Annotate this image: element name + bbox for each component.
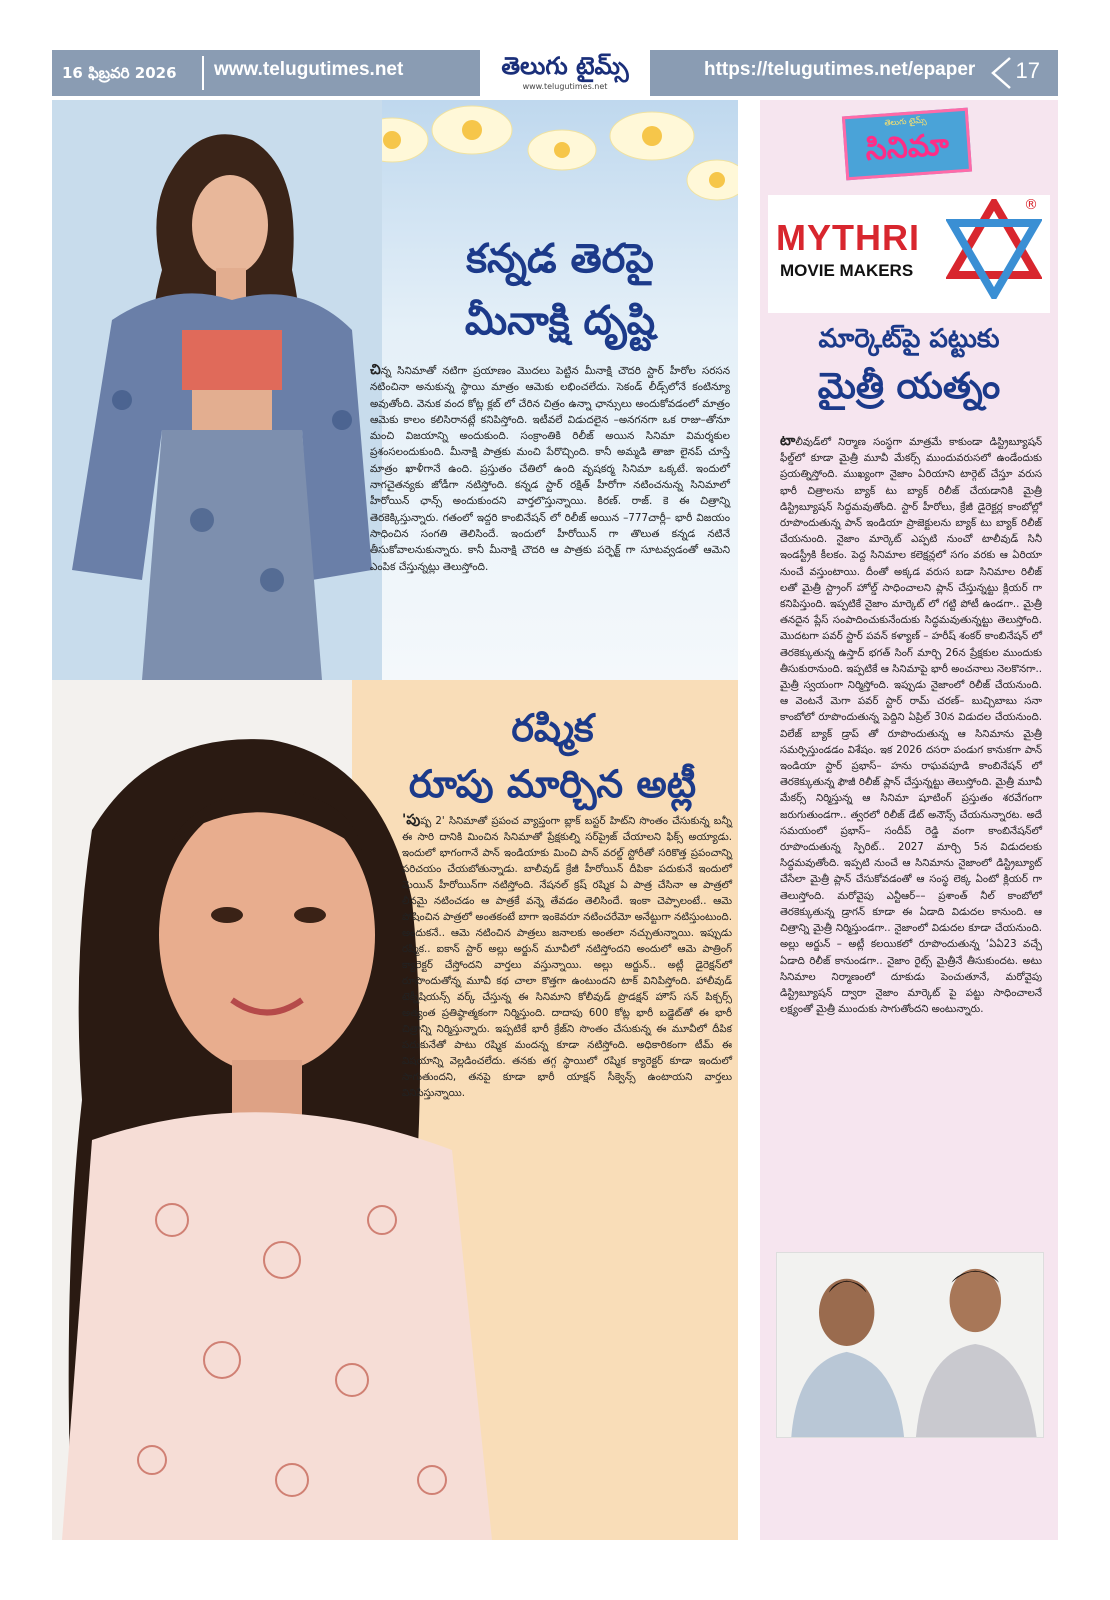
page-header [52,50,1058,96]
article-text: లీవుడ్‌లో నిర్మాణ సంస్థగా మాత్రమే కాకుండా డిస్ట్రిబ్యూషన్ ఫీల్డ్‌లో కూడా మైత్రీ మూవీ మేకర్స్ ముందువరుసలో ఉండేందుకు ప్రయత్నిస్తోంది. ముఖ్యంగా నైజాం ఏరియాని టార్గెట్ చేస్తూ వరుస భారీ చిత్రాలను బ్యాక్ టు బ్యాక్ రిలీజ్ చేయడానికి మైత్రీ డిస్ట్రిబ్యూషన్ సిద్ధమవుతోంది. స్టార్ హీరోలు, క్రేజీ డైరెక్టర్ల కాంబోల్లో రూపొందుతున్న పాన్ ఇండియా ప్రాజెక్టులను బ్యాక్ టు బ్యాక్ రిలీజ్ చేయనుంది. నైజాం మార్కెట్ ఎప్పటి నుంచో టాలీవుడ్ సినీ ఇండస్ట్రీకి కీలకం. పెద్ద సినిమాల కలెక్షన్లలో సగం వరకు ఆ ఏరియా నుంచే వస్తుంటాయి. దీంతో అక్కడ వరుస బడా సినిమాల రిలీజ్ లతో మైత్రీ స్ట్రాంగ్ హోల్డ్ సాధించాలని ప్లాన్ చేస్తున్నట్టు క్లియర్ గా కనిపిస్తుంది. ఇప్పటికే నైజాం మార్కెట్ లో గట్టి పోటీ ఉండగా.. మైత్రీ తనదైన ప్లేస్ సంపాదించుకునేందుకు సిద్ధమవుతున్నట్టు తెలుస్తోంది. మొదటగా పవర్ స్టార్ పవన్ కళ్యాణ్ – హరీష్ శంకర్ కాంబినేషన్ లో తెరకెక్కుతున్న ఉస్తాద్ భగత్ సింగ్ మార్చి 26న ప్రేక్షకుల ముందుకు తీసుకురానుంది. ఇప్పటికే ఆ సినిమాపై భారీ అంచనాలు నెలకొనగా.. మైత్రీ స్వయంగా నిర్మిస్తోంది. ఇప్పుడు నైజాంలో రిలీజ్ చేయనుంది. ఆ వెంటనే మెగా పవర్ స్టార్ రామ్ చరణ్– బుచ్చిబాబు సనా కాంబోలో రూపొందుతున్న పెద్దిని ఏప్రిల్ 30న విడుదల చేయనుంది. విలేజ్ బ్యాక్ డ్రాప్ తో రూపొందుతున్న ఆ సినిమాను మైత్రీ సమర్పిస్తుండడం విశేషం. ఇక 2026 దసరా పండుగ కానుకగా పాన్ ఇండియా స్టార్ ప్రభాస్– హను రాఘవపూడి కాంబినేషన్ లో తెరకెక్కుతున్న ఫౌజీ రిలీజ్ ప్లాన్ చేస్తున్నట్టు తెలుస్తోంది. మైత్రీ మూవీ మేకర్స్ నిర్మిస్తున్న ఆ సినిమా షూటింగ్ ప్రస్తుతం శరవేగంగా జరుగుతుండగా.. త్వరలో రిలీజ్ డేట్ అనౌన్స్ చేయనున్నారట. అదే సమయంలో ప్రభాస్– సందీప్ రెడ్డి వంగా కాంబినేషన్‌లో రూపొందుతున్న స్పిరిట్.. 2027 మార్చి 5న విడుదలకు సిద్ధమవుతోంది. ఇప్పటి నుంచే ఆ సినిమాను నైజాంలో డిస్ట్రిబ్యూట్ చేసేలా మైత్రీ ప్లాన్ చేసుకోవడంతో ఆ సంస్థ లెక్క ఏంటో క్లియర్ గా తెలుస్తోంది. మరోవైపు ఎన్టీఆర్–– ప్రశాంత్ నీల్ కాంబోలో తెరకెక్కుతున్న డ్రాగన్ కూడా ఈ ఏడాది విడుదల కానుంది. ఆ చిత్రాన్ని మైత్రీ నిర్మిస్తుండగా.. నైజాంలో విడుదల కూడా చేయనుంది. అల్లు అర్జున్ – అట్లీ కలయికలో రూపొందుతున్న ‘ఏఏ23 వచ్చే ఏడాది రిలీజ్ కానుండగా.. నైజాం రైట్స్ మైత్రీనే తీసుకుందట. అటు సినిమాల నిర్మాణంలో దూకుడు పెంచుతూనే, మరోవైపు డిస్ట్రిబ్యూషన్ ద్వారా నైజాం మార్కెట్ పై పట్టు సాధించాలనే లక్ష్యంతో మైత్రీ ముందుకు సాగుతోందని అంటున్నారు. [780,437,1042,1016]
page-number-box [988,50,1058,96]
star-logo-icon [946,199,1042,299]
mythri-logo-name: MYTHRI [776,217,920,258]
badge-title: సినిమా [864,127,951,168]
issue-date: 16 ఫిబ్రవరి 2026 [62,64,177,82]
dropcap: టా [780,433,796,449]
article-body [780,433,1042,1018]
logo-url: www.telugutimes.net [522,82,608,91]
headline-mythri-line1: మార్కెట్‌పై పట్టుకు [818,324,1000,354]
dropcap: 'పు [402,812,421,828]
headline-meenakshi [382,228,738,352]
badge-small-text: తెలుగు టైమ్స్ [884,115,927,128]
chevron-left-icon [990,56,1012,90]
logo-title: తెలుగు టైమ్స్ [501,52,629,80]
article-text: ష్ప 2' సినిమాతో ప్రపంచ వ్యాప్తంగా బ్లాక్ బస్టర్ హిట్‌ని సొంతం చేసుకున్న బన్నీ ఈ సారి దానికి మించిన సినిమాతో ప్రేక్షకుల్ని సర్‌ప్రైజ్ చేయాలని ఫిక్స్ అయ్యాడు. ఇందులో భాగంగానే పాన్ ఇండియాకు మించి పాన్ వరల్డ్ స్టోరీతో సరికొత్త ప్రపంచాన్ని పరిచయం చేయబోతున్నాడు. బాలీవుడ్ క్రేజీ హీరోయిన్ దీపికా పదుకునే ఇందులో మెయిన్ హీరోయిన్‌గా నటిస్తోంది. నేషనల్ క్రష్ రష్మిక ఏ పాత్ర చేసినా ఆ పాత్రలో లీనమై నటించడం ఆ పాత్రకే వన్నె తేవడం తెలిసిందే. ఇంకా చెప్పాలంటే.. ఆమె పోషించిన పాత్రలో అంతకంటే బాగా ఇంకెవరూ నటించరేమో అనేట్టుగా నటిస్తుంటుంది. అందుకనే.. ఆమె నటించిన పాత్రలు జనాలకు అంతలా నచ్చుతున్నాయి. ఇప్పుడు రష్మిక.. ఐకాన్ స్టార్ అల్లు అర్జున్ మూవీలో నటిస్తోందని అందులో ఆమె పాత్రింగ్ క్యారెక్టర్ చేస్తోందని వార్తలు వస్తున్నాయి. అల్లు అర్జున్.. అట్లీ డైరెక్షన్‌లో రూపొందుతోన్న మూవీ కథ చాలా కొత్తగా ఉంటుందని టాక్ వినిపిస్తోంది. హాలీవుడ్ టెక్నీషియన్స్ వర్క్ చేస్తున్న ఈ సినిమాని కోలీవుడ్ ప్రొడక్షన్ హౌస్ సన్ పిక్చర్స్ అత్యంత ప్రతిష్ఠాత్మకంగా నిర్మిస్తుంది. దాదాపు 600 కోట్ల భారీ బడ్జెట్‌తో ఈ భారీ చిత్రాన్ని నిర్మిస్తున్నారు. ఇప్పటికే భారీ క్రేజ్‌ని సొంతం చేసుకున్న ఈ మూవీలో దీపిక పదుకునేతో పాటు రష్మిక మందన్న కూడా నటిస్తోంది. అధికారికంగా టీమ్ ఈ విషయాన్ని వెల్లడించలేదు. తనకు తగ్గ స్థాయిలో రష్మిక క్యారెక్టర్ కూడా ఇందులో సాగుతుందని, తనపై కూడా భారీ యాక్షన్ సీక్వెన్స్ ఉంటాయని వార్తలు వినిపిస్తున్నాయి. [402,816,732,1099]
article-text: న్న సినిమాతో నటిగా ప్రయాణం మొదలు పెట్టిన మీనాక్షి చౌదరి స్టార్ హీరోల సరసన నటించినా అనుకున్న స్థాయి మాత్రం ఆమెకు లభించలేదు. సెకండ్ లీడ్స్‌లోనే కంటిన్యూ అవుతోంది. వెనుక వంద కోట్ల క్లబ్ లో చేరిన చిత్రం ఉన్నా ఛాన్సులు అందుకోవడంలో మాత్రం ఆమెకు కాలం కలిసిరానట్లే కనిపిస్తోంది. ఇటీవలే విడుదలైన –అనగనగా ఒక రాజు–తోనూ మంచి విజయాన్ని అందుకుంది. సంక్రాంతికి రిలీజ్ అయిన సినిమా విమర్శకుల ప్రశంసలందుకుంది. మీనాక్షి పాత్రకు మంచి పేరొచ్చింది. కానీ అమ్మడి తాజా లైనప్ చూస్తే మాత్రం ఖాళీగానే ఉంది. ప్రస్తుతం చేతిలో ఉంది వృషకర్మ సినిమా ఒక్కటే. ఇందులో నాగచైతన్యకు జోడీగా నటిస్తోంది. కన్నడ స్టార్ రక్షిత్ హీరోగా నటించనున్న సినిమాలో హీరోయిన్ ఛాన్స్ అందుకుందని వార్తలొస్తున్నాయి. కిరణ్. రాజ్. కె ఈ చిత్రాన్ని తెరకెక్కిస్తున్నారు. గతంలో ఇద్దరి కాంబినేషన్ లో రిలీజ్ అయిన –777చార్లీ– భారీ విజయం సాధించిన సంగతి తెలిసిందే. ఇందులో హీరోయిన్ గా తొలుత కన్నడ నటినే తీసుకోవాలనుకున్నారు. కానీ మీనాక్షి చౌదరి ఆ పాత్రకు పర్ఫెక్ట్ గా సూటవ్వడంతో ఆమెని ఎంపిక చేస్తున్నట్లు తెలుస్తోంది. [370,365,730,573]
headline-line: రష్మిక [511,706,594,750]
epaper-link[interactable]: https://telugutimes.net/epaper [704,59,976,80]
mythri-logo-sub: MOVIE MAKERS [780,261,914,280]
registered-mark: ® [1024,197,1038,213]
headline-line: కన్నడ తెరపై [466,236,654,282]
story-rashmika [52,680,738,1540]
headline-rashmika [367,700,738,812]
article-body [402,812,732,1102]
masthead-logo[interactable] [480,50,650,96]
article-body [370,362,730,575]
producers-photo [776,1252,1044,1438]
mythri-logo [768,195,1050,313]
cinema-section-badge [842,108,972,181]
page-number: 17 [1015,58,1040,83]
story-meenakshi [52,100,738,680]
sidebar-column [760,100,1058,1540]
headline-line: మీనాక్షి దృష్టి [464,298,656,344]
meenakshi-photo [52,100,382,680]
website-link[interactable]: www.telugutimes.net [214,59,404,80]
header-divider [202,56,204,90]
headline-mythri-line2: మైత్రీ యత్నం [817,366,1001,407]
headline-line: రూపు మార్చిన అట్లీ [408,762,697,806]
dropcap: చి [370,362,381,378]
